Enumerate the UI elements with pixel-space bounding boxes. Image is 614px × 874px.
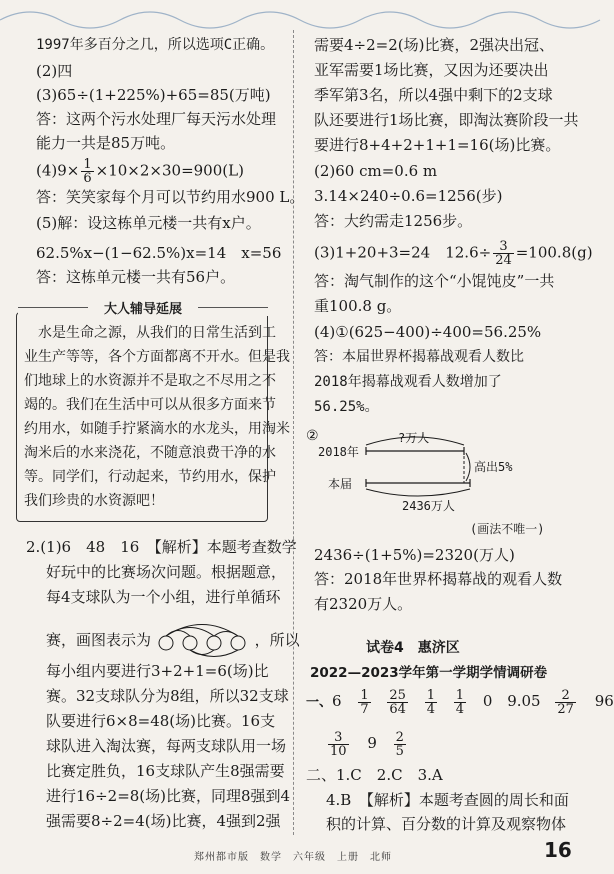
- row-label-2018: 2018年: [318, 445, 359, 459]
- paper-title: 试卷4 惠济区: [366, 640, 460, 656]
- text-line: 等。同学们，行动起来，节约用水，保护: [24, 469, 276, 485]
- fraction: $\frac{3}{10}$: [330, 729, 347, 759]
- text-line: (4)①(625−400)÷400=56.25%: [314, 323, 542, 341]
- expr-suffix: =100.8(g): [515, 243, 593, 262]
- answer-value: 6: [332, 692, 342, 710]
- text-line: 强需要8÷2=4(场)比赛，4强到2强: [46, 812, 281, 830]
- text-line: 比赛定胜负，16支球队产生8强需要: [46, 762, 285, 780]
- text-line: [46, 625, 300, 657]
- text-line: 水是生命之源，从我们的日常生活到工: [38, 325, 276, 341]
- top-wave-decoration: [0, 0, 586, 26]
- text-line: 球队进入淘汰赛，每两支球队用一场: [46, 737, 287, 755]
- fraction: $\frac{2}{27}$: [557, 687, 574, 717]
- text-line: 重100.8 g。: [314, 297, 402, 315]
- answer-value: 0: [482, 692, 493, 710]
- text-line: 竭的。我们在生活中可以从很多方面来节: [24, 397, 276, 413]
- text-line: 56.25%。: [314, 399, 379, 415]
- fraction: $\frac{1}{6}$: [83, 157, 92, 186]
- expr-suffix: ×10×2×30=900(L): [95, 161, 244, 180]
- text-line: 赛。32支球队分为8组，所以32支球: [46, 687, 289, 705]
- text-line: 2436÷(1+5%)=2320(万人): [314, 546, 515, 564]
- answer-row-1: [306, 684, 614, 720]
- text-line: (2)四: [36, 62, 73, 80]
- text-line: 答：这两个污水处理厂每天污水处理: [36, 110, 277, 128]
- text-line: 2018年揭幕战观看人数增加了: [314, 374, 502, 390]
- fraction: $\frac{1}{4}$: [426, 687, 436, 717]
- answer-row-3: 二、1.C 2.C 3.A: [306, 766, 443, 784]
- total-label: 2436万人: [402, 499, 455, 513]
- paper-subtitle: 2022—2023学年第一学期学情调研卷: [310, 665, 548, 681]
- text-line: [314, 240, 593, 267]
- text-line: (5)解：设这栋单元楼一共有x户。: [36, 214, 261, 232]
- answer-row-4: 4.B 【解析】本题考查圆的周长和面: [326, 791, 569, 809]
- text-line: (3)65÷(1+225%)+65=85(万吨): [36, 86, 271, 104]
- extension-box: [16, 312, 268, 522]
- text-line: 答：这栋单元楼一共有56户。: [36, 268, 236, 286]
- text-line: 淘米后的水来浇花，不随意浪费干净的水: [24, 445, 276, 461]
- text-line: 好玩中的比赛场次问题。根据题意，: [46, 563, 287, 581]
- text-line: 答：2018年世界杯揭幕战的观看人数: [314, 570, 563, 588]
- row-label-current: 本届: [328, 477, 353, 491]
- text-line: 需要4÷2=2(场)比赛，2强决出冠、: [314, 36, 555, 54]
- circle-mark: ②: [306, 428, 319, 444]
- text-line: 季军第3名，所以4强中剩下的2支球: [314, 86, 553, 104]
- answer-value: 9.05: [507, 692, 541, 710]
- text-line: 每4支球队为一个小组，进行单循环: [46, 588, 281, 606]
- answer-row-5: 积的计算、百分数的计算及观察物体: [326, 815, 567, 833]
- unknown-label: ?万人: [398, 431, 430, 445]
- fraction: $\frac{25}{64}$: [389, 687, 406, 717]
- expr-prefix: (3)1+20+3=24 12.6÷: [314, 243, 492, 262]
- fraction: $\frac{2}{5}$: [395, 729, 404, 759]
- page-number: 16: [544, 838, 572, 862]
- text-line: 队要进行6×8=48(场)比赛。16支: [46, 712, 276, 730]
- text-line: 要进行8+4+2+1+1=16(场)比赛。: [314, 136, 561, 154]
- text-line: 能力一共是85万吨。: [36, 134, 176, 152]
- increase-label: 高出5%: [474, 460, 513, 474]
- text-part: ，所以: [254, 631, 300, 649]
- text-line: [36, 158, 244, 185]
- text-line: 进行16÷2=8(场)比赛，同理8强到4: [46, 787, 291, 805]
- text-line: 有2320万人。: [314, 595, 413, 613]
- diagram-note: (画法不唯一): [470, 522, 545, 536]
- text-line: 3.14×240÷0.6=1256(步): [314, 187, 503, 205]
- expr-prefix: (4)9×: [36, 161, 80, 180]
- text-line: 约用水，如随手拧紧滴水的水龙头，用淘米: [24, 421, 290, 437]
- answer-value: 96: [594, 692, 614, 710]
- text-line: 答：大约需走1256步。: [314, 212, 473, 230]
- text-line: 业生产等等，各个方面都离不开水。但是我: [24, 349, 290, 365]
- segment-diagram: [306, 425, 576, 520]
- text-line: (2)60 cm=0.6 m: [314, 162, 438, 180]
- text-line: 62.5%x−(1−62.5%)x=14 x=56: [36, 244, 282, 262]
- answer-row-2: [326, 726, 408, 760]
- answer-value: 9: [367, 734, 377, 752]
- text-line: 答：淘气制作的这个“小馄饨皮”一共: [314, 272, 555, 290]
- text-line: 队还要进行1场比赛，即淘汰赛阶段一共: [314, 111, 579, 129]
- fraction: $\frac{3}{24}$: [495, 239, 512, 268]
- round-robin-diagram: [156, 625, 250, 657]
- text-line: 每小组内要进行3+2+1=6(场)比: [46, 662, 269, 680]
- text-line: 答：笑笑家每个月可以节约用水900 L。: [36, 188, 305, 206]
- column-divider: [293, 30, 294, 835]
- text-line: 们地球上的水资源并不是取之不尽用之不: [24, 373, 276, 389]
- text-line: 1997年多百分之几，所以选项C正确。: [36, 37, 275, 53]
- text-part: 赛，画图表示为: [46, 631, 152, 649]
- extension-title: 大人辅导延展: [18, 298, 268, 316]
- text-line: 亚军需要1场比赛，又因为还要决出: [314, 61, 549, 79]
- fraction: $\frac{1}{7}$: [360, 687, 369, 717]
- section-label: 一、: [306, 695, 333, 710]
- text-line: 我们珍贵的水资源吧！: [24, 493, 164, 509]
- fraction: $\frac{1}{4}$: [455, 687, 465, 717]
- text-line: 2.(1)6 48 16 【解析】本题考查数学: [26, 538, 297, 556]
- text-line: 答：本届世界杯揭幕战观看人数比: [314, 349, 524, 365]
- page-footer: 郑州都市版 数学 六年级 上册 北师: [194, 852, 392, 863]
